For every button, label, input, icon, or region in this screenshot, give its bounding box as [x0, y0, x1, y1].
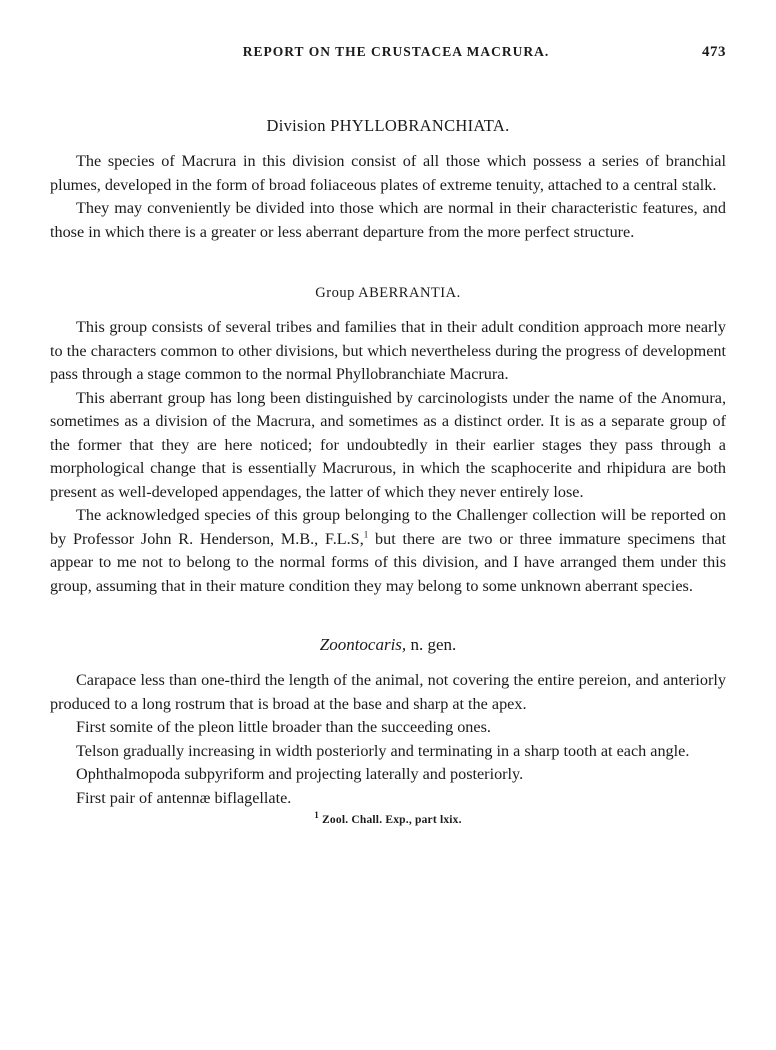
group-paragraph-2: This aberrant group has long been distinguished by carcinologists under the name of the Anomura, sometimes as a division of the Macrura, and sometimes as a distinct order. It is as a separate group of the former that they are here noticed; for undoubtedly in their earlier stages they pass through a morphological change that is essentially Macrurous, in which the scaphocerite and rhipidura are both present as well-developed appendages, the latter of which they never entirely lose.	[50, 388, 726, 501]
genus-paragraph-4: Ophthalmopoda subpyriform and projecting laterally and posteriorly.	[76, 765, 524, 783]
running-head	[50, 44, 726, 70]
genus-heading	[50, 635, 726, 655]
division-heading: Division PHYLLOBRANCHIATA.	[266, 116, 510, 135]
genus-name: Zoontocaris,	[319, 635, 407, 654]
group-paragraph-3	[50, 504, 726, 598]
footnote	[50, 810, 726, 826]
division-paragraph-2: They may conveniently be divided into those which are normal in their characteristic features, and those in which there is a greater or less aberrant departure from the more perfect structure.	[50, 199, 726, 241]
group-paragraph-1: This group consists of several tribes and families that in their adult condition approach more nearly to the characters common to other divisions, but which nevertheless during the progress of development pass through a stage common to the normal Phyllobranchiate Macrura.	[50, 318, 726, 383]
page	[50, 44, 726, 826]
genus-paragraph-3: Telson gradually increasing in width posteriorly and terminating in a sharp tooth at each angle.	[76, 741, 690, 760]
footnote-reference[interactable]: 1	[363, 529, 369, 540]
group-paragraph-3-end: but there are two or three immature specimens that appear to me not to belong to the normal forms of this division, and I have arranged them under this group, assuming that in their mature condition they may belong to some unknown aberrant species.	[50, 529, 727, 595]
genus-suffix: n. gen.	[406, 635, 457, 654]
genus-paragraph-2: First somite of the pleon little broader than the succeeding ones.	[76, 718, 491, 736]
division-paragraph-1: The species of Macrura in this division consist of all those which possess a series of branchial plumes, developed in the form of broad foliaceous plates of extreme tenuity, attached to a central stalk.	[50, 152, 726, 194]
page-number: 473	[702, 44, 726, 60]
genus-paragraph-5: First pair of antennæ biflagellate.	[76, 788, 292, 807]
running-title: REPORT ON THE CRUSTACEA MACRURA.	[242, 44, 550, 59]
footnote-mark: 1	[314, 810, 319, 821]
footnote-text: Zool. Chall. Exp., part lxix.	[318, 814, 462, 826]
group-heading: Group ABERRANTIA.	[315, 285, 461, 301]
genus-paragraph-1: Carapace less than one-third the length of the animal, not covering the entire pereion, and anteriorly produced to a long rostrum that is broad at the base and sharp at the apex.	[50, 671, 726, 713]
group-paragraph-3-start: The acknowledged species of this group belonging to the Challenger collection will be reported on by Professor John R. Henderson, M.B., F.L.S,	[50, 506, 726, 548]
